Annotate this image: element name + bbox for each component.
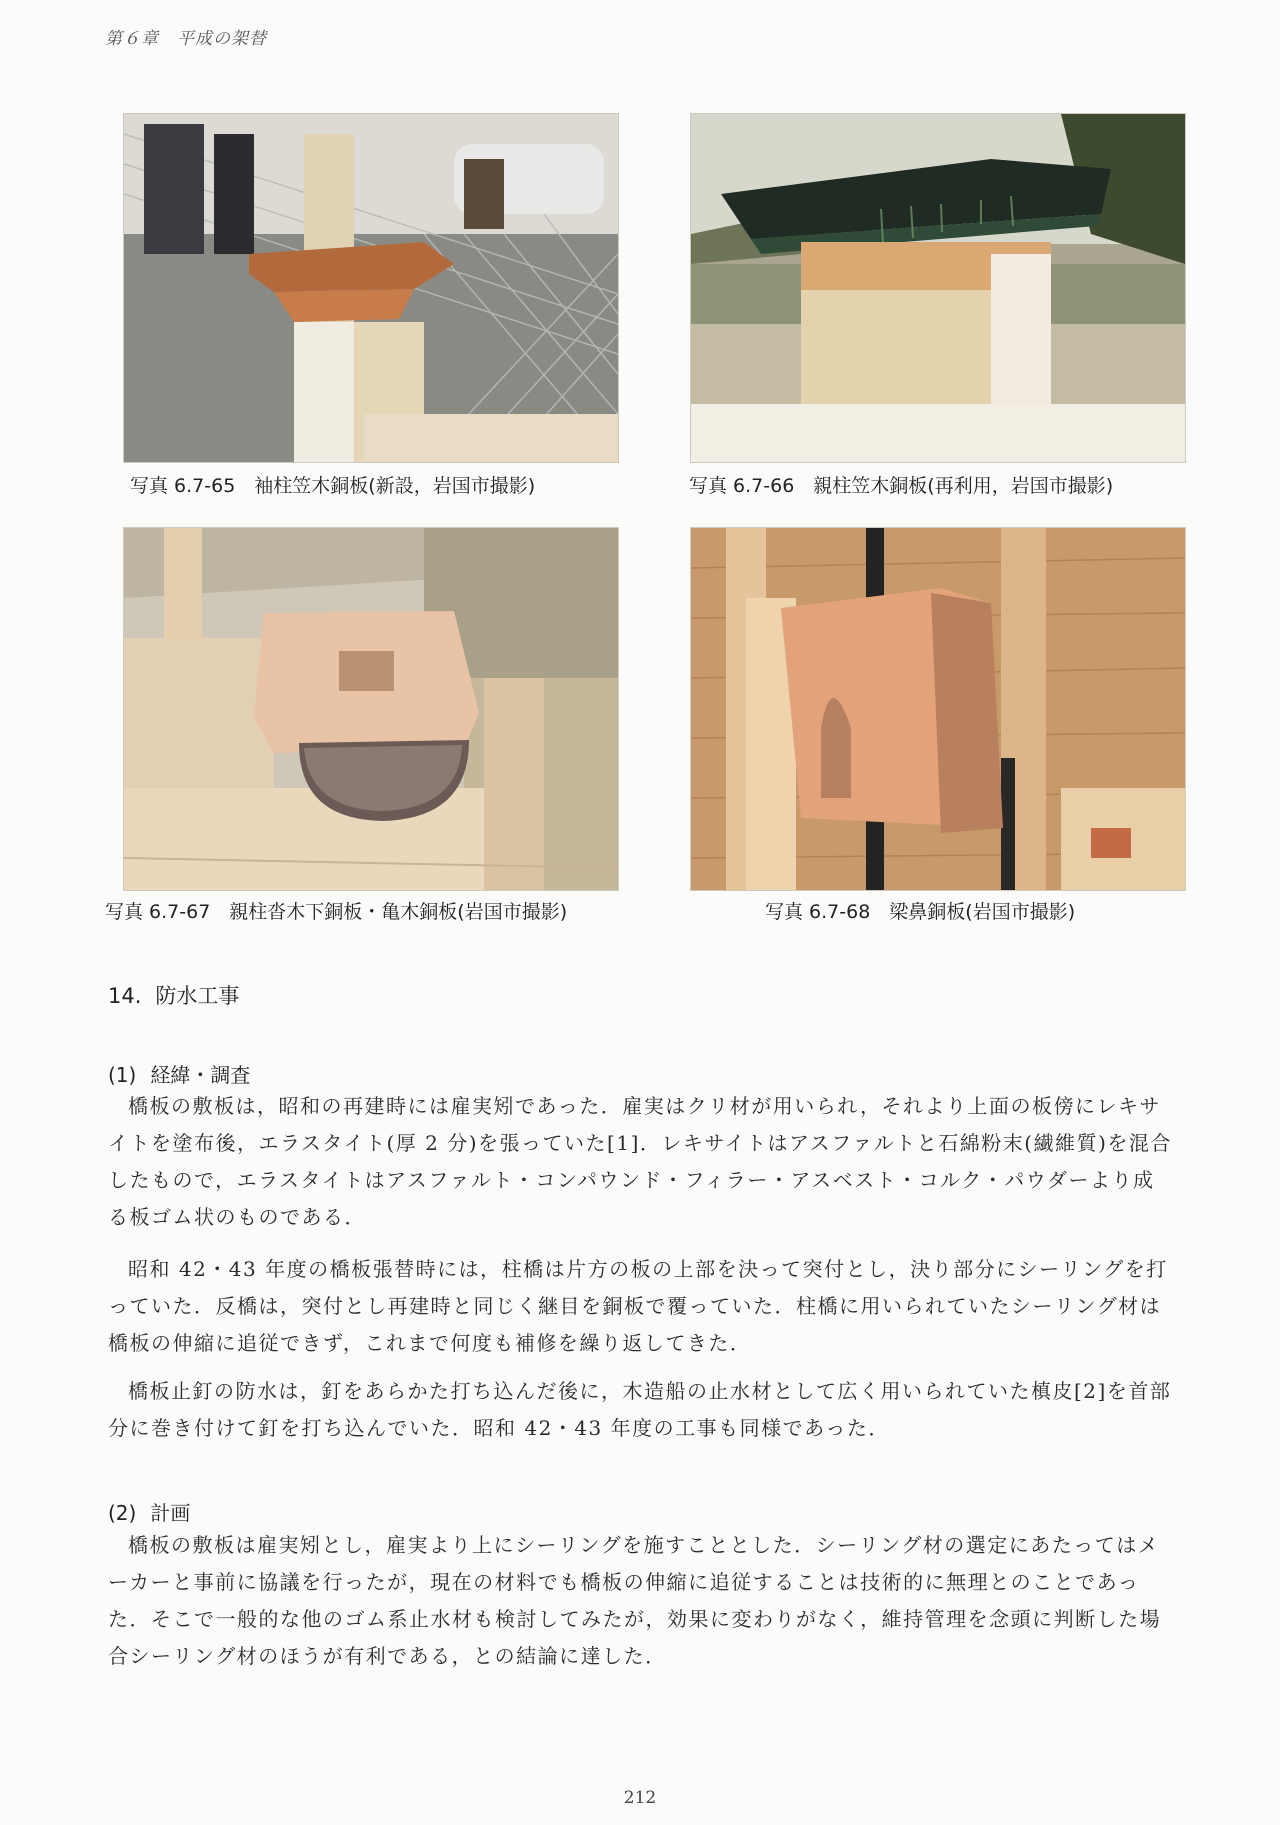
page-number: 212	[623, 1788, 657, 1808]
body-paragraph: 橋板の敷板は雇実矧とし，雇実より上にシーリングを施すこととした．シーリング材の選定にあたってはメーカーと事前に協議を行ったが，現在の材料でも橋板の伸縮に追従することは技術的に無理とのことであった．そこで一般的な他のゴム系止水材も検討してみたが，効果に変わりがなく，維持管理を念頭に判断した場合シーリング材のほうが有利である，との結論に達した．	[108, 1533, 1162, 1668]
subsection-number: (2)	[108, 1501, 137, 1525]
body-paragraph: 昭和 42・43 年度の橋板張替時には，柱橋は片方の板の上部を決って突付とし，決り部分にシーリングを打っていた．反橋は，突付とし再建時と同じく継目を銅板で覆っていた．柱橋に用いられていたシーリング材は橋板の伸縮に追従できず，これまで何度も補修を繰り返してきた．	[108, 1257, 1168, 1355]
photo-caption: 写真 6.7-65 袖柱笠木銅板(新設，岩国市撮影)	[130, 475, 536, 497]
body-paragraph: 橋板止釘の防水は，釘をあらかた打ち込んだ後に，木造船の止水材として広く用いられていた槙皮[2]を首部分に巻き付けて釘を打ち込んでいた．昭和 42・43 年度の工事も同様であった．	[108, 1379, 1172, 1440]
running-head: 第６章 平成の架替	[105, 29, 267, 49]
section-number: 14.	[108, 984, 142, 1008]
photo-caption: 写真 6.7-66 親柱笠木銅板(再利用，岩国市撮影)	[689, 475, 1114, 497]
section-heading	[108, 980, 239, 1010]
photo-caption: 写真 6.7-68 梁鼻銅板(岩国市撮影)	[765, 901, 1076, 923]
section-title: 防水工事	[155, 984, 240, 1008]
subsection-heading	[108, 1497, 190, 1526]
photo-image	[124, 114, 618, 462]
photo-caption: 写真 6.7-67 親柱沓木下銅板・亀木銅板(岩国市撮影)	[105, 901, 568, 923]
subsection-title: 計画	[150, 1501, 191, 1525]
photo-hari-bana	[690, 527, 1186, 891]
photo-oya-bashira-kasagi	[690, 113, 1186, 463]
photo-sode-bashira-kasagi	[123, 113, 619, 463]
body-paragraph: 橋板の敷板は，昭和の再建時には雇実矧であった．雇実はクリ材が用いられ，それより上面の板傍にレキサイトを塗布後，エラスタイト(厚 2 分)を張っていた[1]．レキサイトはアスファルトと石綿粉末(繊維質)を混合したもので，エラスタイトはアスファルト・コンパウンド・フィラー・アスベスト・コルク・パウダーより成る板ゴム状のものである．	[108, 1094, 1172, 1229]
photo-kutsugi-kamegi	[123, 527, 619, 891]
photo-image	[124, 528, 618, 890]
subsection-number: (1)	[108, 1063, 137, 1087]
photo-image	[691, 528, 1185, 890]
subsection-heading	[108, 1059, 250, 1088]
subsection-title: 経緯・調査	[150, 1063, 251, 1087]
photo-image	[691, 114, 1185, 462]
